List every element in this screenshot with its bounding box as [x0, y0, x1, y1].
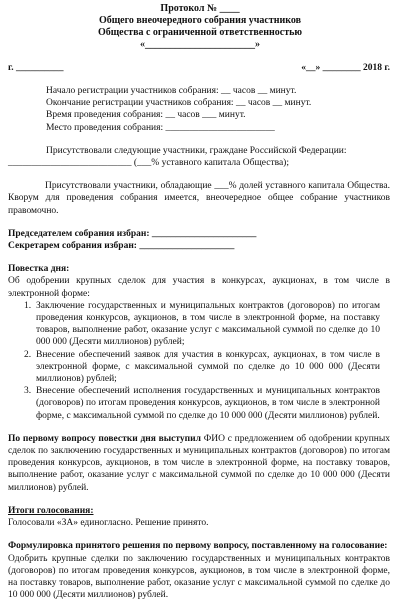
meeting-time: Время проведения собрания: __ часов ___ минут.: [46, 110, 246, 121]
agenda-title: Повестка дня:: [8, 264, 70, 275]
agenda-item: [8, 349, 380, 386]
attendees-entry: __________________________ (___% уставного капитала Общества);: [8, 158, 289, 169]
decision-text: Одобрить крупные сделки по заключению государственных и муниципальных контрактов (договоров) по итогам проведения конкурсов, аукционов, в том числе в электронной форме, на поставку товаров, выполнение работ, оказание услуг с максимальной суммой по сделке до 10 000 000 (Десяти миллионов) рублей.: [8, 553, 390, 600]
company-name-placeholder: «______________________»: [140, 39, 260, 50]
decision-block: [0, 540, 400, 600]
agenda-list: [8, 300, 390, 422]
attendees-intro: Присутствовали следующие участники, граждане Российской Федерации:: [46, 145, 347, 156]
meeting-place: Место проведения собрания: _______________________: [46, 122, 275, 133]
first-question-paragraph: [0, 433, 400, 494]
voting-title: Итоги голосования:: [8, 505, 94, 516]
agenda-item-number: 2.: [24, 349, 32, 360]
city-field: г. __________: [8, 63, 64, 73]
chair-line: Председателем собрания избран: ______________________: [8, 228, 257, 239]
attendees-block: [0, 145, 400, 169]
voting-block: [0, 505, 400, 529]
agenda-item: [8, 300, 380, 349]
agenda-item-text: Заключение государственных и муниципальных контрактов (договоров) по итогам проведения конкурсов, аукционов, в том числе в электронной форме, на поставку товаров, выполнение работ, оказание услуг с максимальной суммой по сделке до 10 000 000 (Десяти миллионов) рублей;: [36, 300, 380, 348]
registration-end: Окончание регистрации участников собрания: __ часов __ минут.: [46, 98, 312, 109]
voting-result: Голосовали «ЗА» единогласно. Решение принято.: [8, 518, 209, 529]
place-date-row: [0, 62, 400, 74]
agenda-intro: Об одобрении крупных сделок для участия в конкурсах, аукционах, в том числе в электронной форме:: [8, 276, 390, 299]
protocol-number-title: Протокол № ____: [160, 3, 240, 14]
company-type-title: Общества с ограниченной ответственностью: [97, 27, 303, 38]
agenda-item-text: Внесение обеспечений исполнения государственных и муниципальных контрактов (договоров) по итогам проведения конкурсов, аукционов, в том числе в электронной форме, с максимальной суммой по сделке до 10 000 000 (Десяти миллионов) рублей.: [36, 386, 380, 421]
decision-title: Формулировка принятого решения по первому вопросу, поставленному на голосование:: [8, 541, 388, 552]
agenda-item-number: 3.: [24, 386, 32, 397]
agenda-item-number: 1.: [24, 300, 32, 311]
agenda-item: [8, 385, 380, 422]
first-question-lead: По первому вопросу повестки дня выступил: [8, 433, 201, 444]
agenda-block: [0, 263, 400, 422]
meeting-title: Общего внеочередного собрания участников: [98, 15, 302, 26]
first-question-text: ФИО с предложением об одобрении крупных сделок по заключению государственных и муниципальных контрактов (договоров) по итогам проведения конкурсов, аукционов, в том числе в электронной форме, на поставку товаров, выполнение работ, оказание услуг с максимальной суммой по сделке до 10 000 000 (Десяти миллионов) рублей.: [8, 433, 390, 493]
registration-start: Начало регистрации участников собрания: __ часов __ минут.: [46, 86, 297, 96]
officers-block: [0, 228, 400, 252]
date-field: «__» ________ 2018 г.: [301, 63, 390, 73]
secretary-line: Секретарем собрания избран: ____________________: [8, 241, 235, 252]
registration-block: [0, 85, 400, 134]
agenda-item-text: Внесение обеспечений заявок для участия в конкурсах, аукционах, в том числе в электронной форме, с максимальной суммой по сделке до 10 000 000 (Десяти миллионов) рублей;: [36, 349, 380, 385]
quorum-paragraph: Присутствовали участники, обладающие ___% долей уставного капитала Общества. Кворум для проведения собрания имеется, внеочередное общее собрание участников правомочно.: [8, 181, 390, 216]
